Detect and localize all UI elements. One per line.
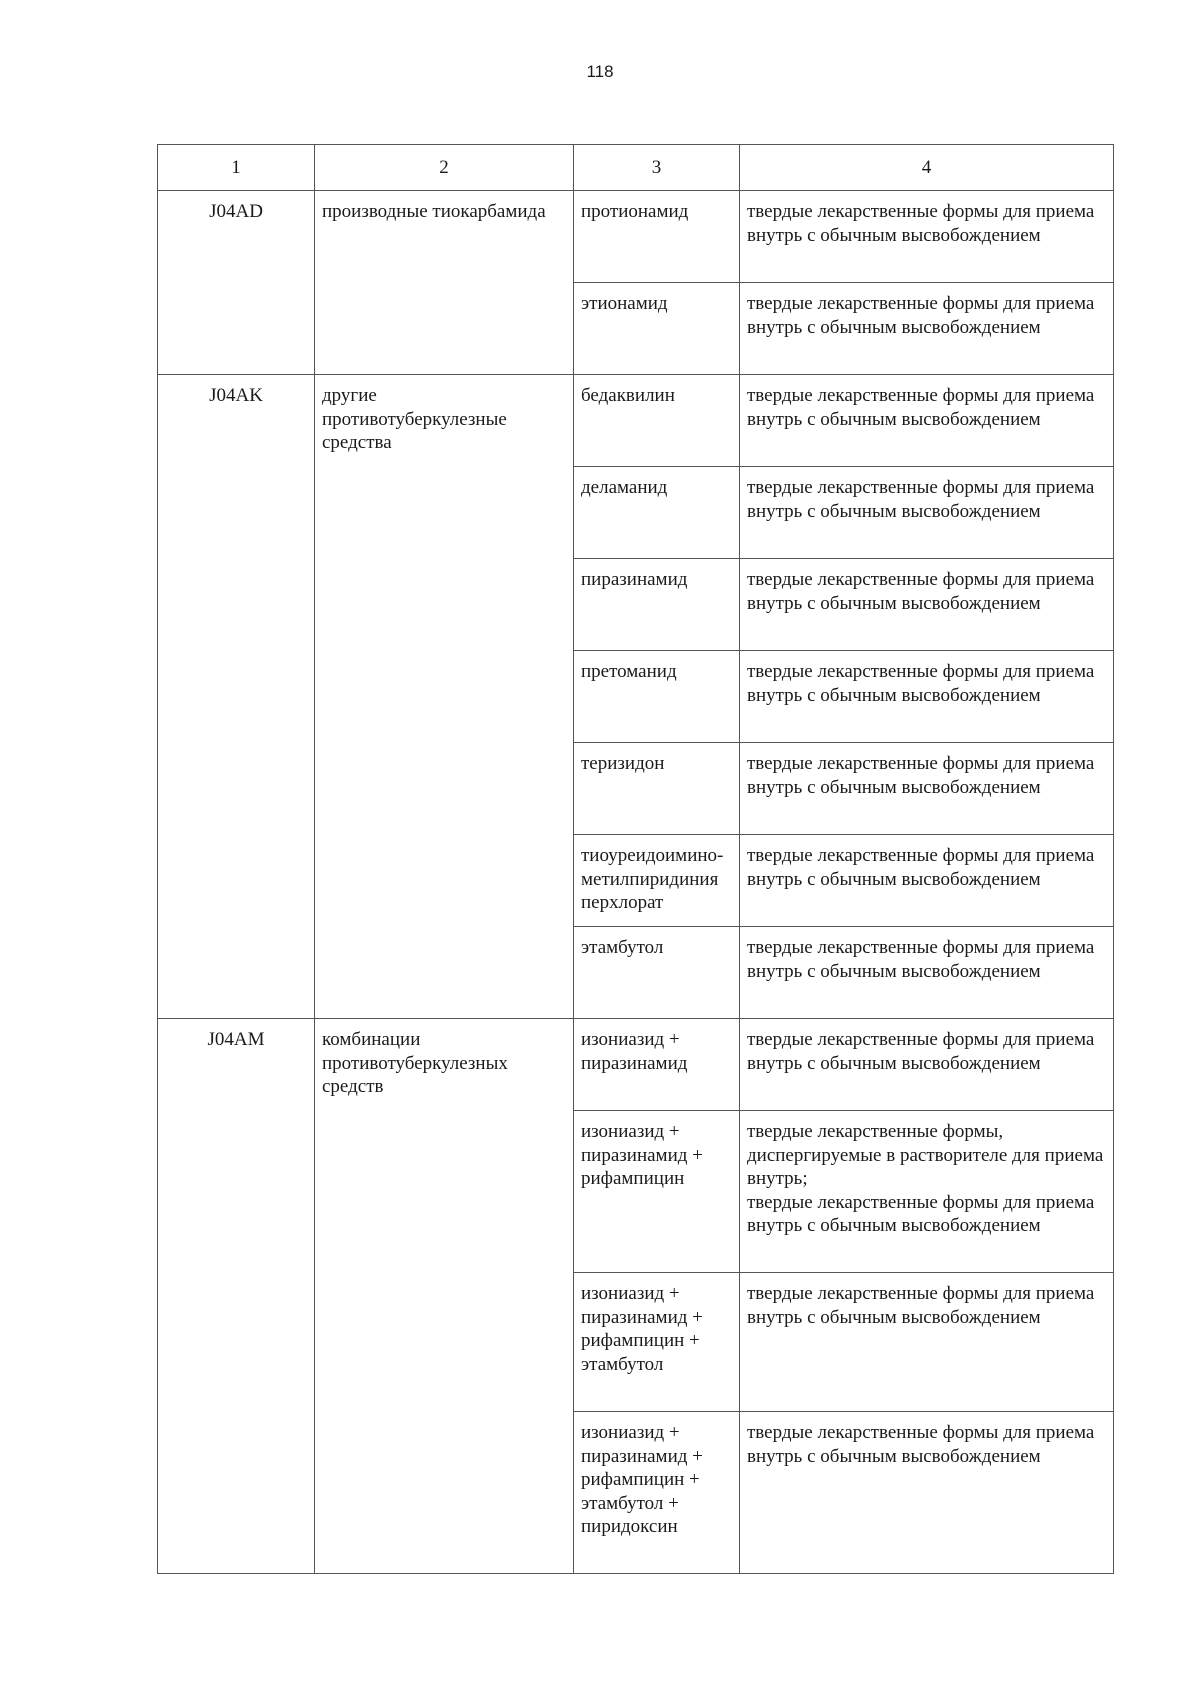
atc-code-cell: J04AD	[158, 191, 315, 375]
drug-name-cell: деламанид	[574, 467, 740, 559]
header-col-2: 2	[315, 145, 574, 191]
dosage-form-cell: твердые лекарственные формы для приема внутрь с обычным высвобождением	[740, 283, 1114, 375]
dosage-form-cell: твердые лекарственные формы для приема внутрь с обычным высвобождением	[740, 1019, 1114, 1111]
atc-code-cell: J04AM	[158, 1019, 315, 1574]
drug-name-cell: теризидон	[574, 743, 740, 835]
drug-name-cell: претоманид	[574, 651, 740, 743]
table-row	[158, 191, 1114, 283]
header-row	[158, 145, 1114, 191]
dosage-form-cell: твердые лекарственные формы для приема внутрь с обычным высвобождением	[740, 467, 1114, 559]
header-col-1: 1	[158, 145, 315, 191]
header-col-3: 3	[574, 145, 740, 191]
drug-name-cell: бедаквилин	[574, 375, 740, 467]
drug-name-cell: этионамид	[574, 283, 740, 375]
page-number: 118	[586, 62, 614, 81]
drug-classification-table	[157, 144, 1114, 1574]
group-name-cell: производные тиокарбамида	[315, 191, 574, 375]
table-row	[158, 1019, 1114, 1111]
dosage-form-cell: твердые лекарственные формы для приема внутрь с обычным высвобождением	[740, 927, 1114, 1019]
dosage-form-cell: твердые лекарственные формы для приема внутрь с обычным высвобождением	[740, 559, 1114, 651]
drug-name-cell: изониазид + пиразинамид + рифампицин + этамбутол	[574, 1273, 740, 1412]
table-row	[158, 375, 1114, 467]
dosage-form-cell: твердые лекарственные формы для приема внутрь с обычным высвобождением	[740, 651, 1114, 743]
dosage-form-cell: твердые лекарственные формы для приема внутрь с обычным высвобождением	[740, 1273, 1114, 1412]
group-name-cell: комбинации противотуберкулезных средств	[315, 1019, 574, 1574]
header-col-4: 4	[740, 145, 1114, 191]
dosage-form-cell: твердые лекарственные формы для приема внутрь с обычным высвобождением	[740, 835, 1114, 927]
drug-name-cell: пиразинамид	[574, 559, 740, 651]
drug-name-cell: изониазид + пиразинамид + рифампицин	[574, 1111, 740, 1273]
drug-name-cell: изониазид + пиразинамид + рифампицин + этамбутол + пиридоксин	[574, 1412, 740, 1574]
table-header	[158, 145, 1114, 191]
drug-name-cell: изониазид + пиразинамид	[574, 1019, 740, 1111]
dosage-form-cell: твердые лекарственные формы для приема внутрь с обычным высвобождением	[740, 191, 1114, 283]
drug-name-cell: тиоуреидоимино-метилпиридиния перхлорат	[574, 835, 740, 927]
dosage-form-cell: твердые лекарственные формы для приема внутрь с обычным высвобождением	[740, 375, 1114, 467]
group-name-cell: другие противотуберкулезные средства	[315, 375, 574, 1019]
atc-code-cell: J04AK	[158, 375, 315, 1019]
drug-name-cell: протионамид	[574, 191, 740, 283]
dosage-form-cell: твердые лекарственные формы, диспергируемые в растворителе для приема внутрь; твердые лекарственные формы для приема внутрь с обычным высвобождением	[740, 1111, 1114, 1273]
drug-name-cell: этамбутол	[574, 927, 740, 1019]
dosage-form-cell: твердые лекарственные формы для приема внутрь с обычным высвобождением	[740, 743, 1114, 835]
dosage-form-cell: твердые лекарственные формы для приема внутрь с обычным высвобождением	[740, 1412, 1114, 1574]
table-body	[158, 191, 1114, 1574]
